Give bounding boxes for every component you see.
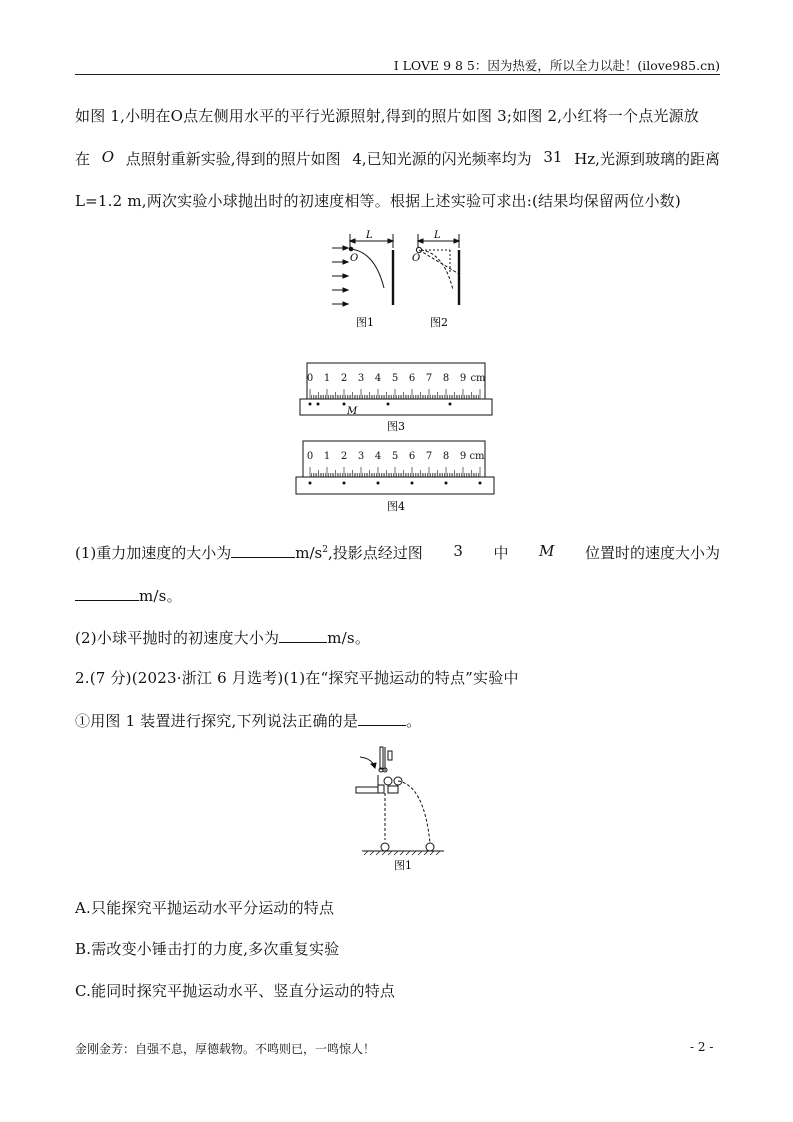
fig1-caption: 图1 — [356, 316, 374, 329]
intro-line-2-part: 点照射重新实验,得到的照片如图 — [125, 150, 341, 168]
fig2-label-L: L — [434, 230, 441, 241]
q2-fig1-caption: 图1 — [394, 859, 412, 872]
hammer-head — [388, 751, 392, 760]
q1-unit: m/s — [295, 544, 323, 562]
ruler-tick-label: 4 — [374, 373, 382, 384]
answer-blank-choice[interactable] — [358, 711, 406, 726]
q1-part1-text: 中 — [493, 544, 509, 562]
q1-part1-text: 位置时的速度大小为 — [584, 544, 720, 562]
intro-line-2-part: O — [101, 148, 115, 166]
fig3-label-M: M — [347, 406, 358, 417]
fig2-label-O: O — [412, 253, 421, 264]
ruler-tick-label: 2 — [340, 451, 348, 462]
answer-blank-g[interactable] — [231, 543, 295, 558]
hammer-handle — [380, 747, 383, 769]
ruler-tick-label: 5 — [391, 451, 399, 462]
q2-title: 2.(7 分)(2023·浙江 6 月选考)(1)在“探究平抛运动的特点”实验中 — [75, 669, 519, 687]
ruler-tick-label: 5 — [391, 373, 399, 384]
figure-4-ruler — [288, 438, 502, 520]
q1-part1-line2 — [75, 585, 182, 606]
answer-blank-v0[interactable] — [279, 628, 327, 643]
q2-figure-1-apparatus — [350, 745, 450, 875]
ruler-tick-label: 1 — [323, 451, 331, 462]
page-number: - 2 - — [690, 1040, 714, 1054]
q2-option-b: B.需改变小锤击打的力度,多次重复实验 — [75, 940, 340, 958]
intro-line-2-part: 4,已知光源的闪光频率均为 — [352, 150, 532, 168]
fig4-caption: 图4 — [387, 500, 405, 513]
header-rule — [75, 74, 720, 75]
arrowhead-icon — [350, 239, 355, 243]
q2-option-a: A.只能探究平抛运动水平分运动的特点 — [75, 899, 335, 917]
arrowhead-icon — [388, 239, 393, 243]
intro-line-2-part: Hz,光源到玻璃的距离 — [574, 150, 720, 168]
fig1-label-L: L — [366, 230, 373, 241]
q1-part1-text: ,投影点经过图 — [327, 544, 423, 562]
figure-2-diagram — [416, 234, 459, 305]
figures-1-2 — [320, 228, 470, 333]
ruler-tick-label: 3 — [357, 451, 365, 462]
ruler-tick-label: 6 — [408, 451, 416, 462]
fig2-caption: 图2 — [430, 316, 448, 329]
ruler-tick-label: 1 — [323, 373, 331, 384]
intro-line-2 — [75, 148, 720, 169]
q2-sub1-line — [75, 710, 421, 731]
q1-part1-text: 3 — [453, 542, 463, 560]
q1-part1-text: M — [539, 542, 555, 560]
ruler-tick-label: 8 — [442, 373, 450, 384]
page-header: I LOVE 9 8 5：因为热爱，所以全力以赴！(ilove985.cn) — [393, 58, 720, 73]
figure-1-diagram — [332, 234, 393, 306]
ruler-tick-label: 9 — [459, 451, 467, 462]
ruler-tick-label: 0 — [306, 451, 314, 462]
q1-part1-text: (1)重力加速度的大小为 — [75, 544, 232, 562]
q1-unit-exp: 2 — [322, 545, 328, 555]
ruler-tick-label: 4 — [374, 451, 382, 462]
intro-line-2-part: 在 — [75, 150, 91, 168]
fig3-caption: 图3 — [387, 420, 405, 433]
q1-part2-line — [75, 627, 370, 648]
ruler-tick-label: 7 — [425, 373, 433, 384]
q2-option-c: C.能同时探究平抛运动水平、竖直分运动的特点 — [75, 982, 396, 1000]
ruler-tick-label: 7 — [425, 451, 433, 462]
ruler-unit: cm — [469, 451, 485, 462]
ruler-base — [296, 477, 494, 494]
ruler-tick-label: 3 — [357, 373, 365, 384]
q1-part2-text: (2)小球平抛时的初速度大小为 — [75, 629, 280, 647]
arrowhead-icon — [371, 763, 376, 768]
ruler-tick-label: 2 — [340, 373, 348, 384]
ruler-base — [300, 399, 492, 415]
q1-part1-line — [75, 542, 720, 563]
ruler-tick-label: 8 — [442, 451, 450, 462]
answer-blank-vm[interactable] — [75, 586, 139, 601]
intro-line-1: 如图 1,小明在O点左侧用水平的平行光源照射,得到的照片如图 3;如图 2,小红将一个点光源放 — [75, 107, 699, 125]
fig1-label-O: O — [350, 253, 359, 264]
figure-3-ruler — [292, 360, 502, 438]
intro-line-3: L=1.2 m,两次实验小球抛出时的初速度相等。根据上述实验可求出:(结果均保留两位小数) — [75, 192, 681, 210]
q1-part2-unit: m/s。 — [327, 629, 371, 647]
ruler-tick-label: 6 — [408, 373, 416, 384]
footer-motto: 金刚金芳：自强不息，厚德载物。不鸣则已，一鸣惊人！ — [75, 1042, 376, 1056]
ruler-tick-label: 0 — [306, 373, 314, 384]
ruler-unit: cm — [470, 373, 486, 384]
ruler-tick-label: 9 — [459, 373, 467, 384]
q2-sub1-end: 。 — [406, 712, 422, 730]
intro-line-2-part: 31 — [543, 148, 563, 166]
q1-unit2: m/s。 — [139, 587, 182, 605]
q1-part1-segment — [75, 542, 423, 563]
q2-sub1-text: ①用图 1 装置进行探究,下列说法正确的是 — [75, 712, 359, 730]
